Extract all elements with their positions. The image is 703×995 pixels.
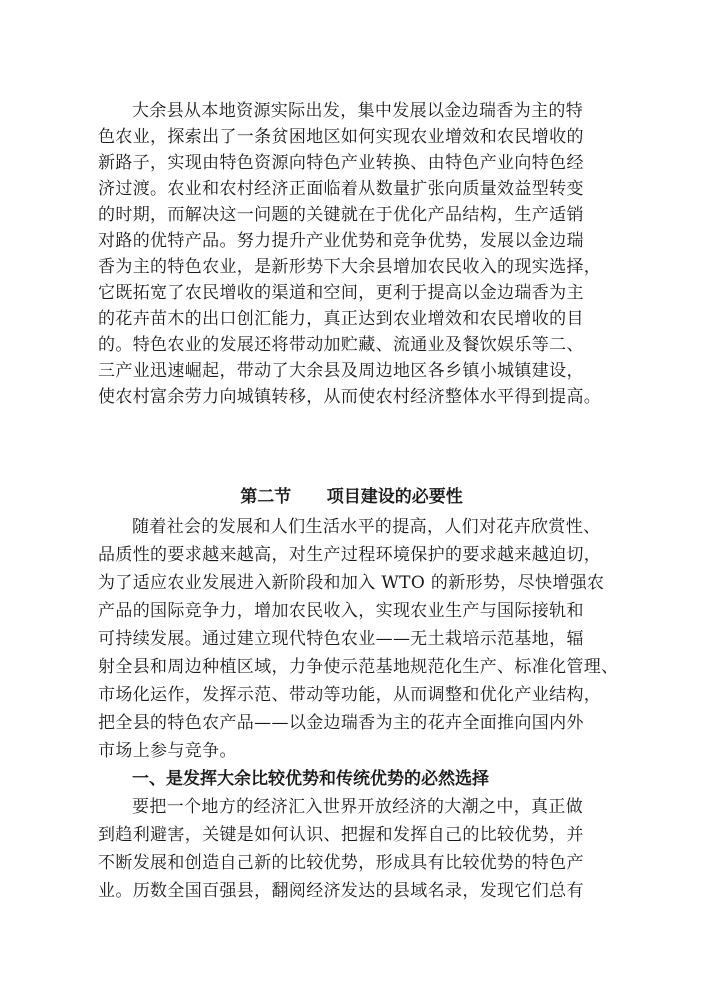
text-line: 大余县从本地资源实际出发，集中发展以金边瑞香为主的特 xyxy=(132,101,584,121)
text-line: 随着社会的发展和人们生活水平的提高，人们对花卉欣赏性、 xyxy=(132,517,601,537)
text-line: 色农业，探索出了一条贫困地区如何实现农业增效和农民增收的 xyxy=(98,127,584,147)
text-line: 的花卉苗木的出口创汇能力，真正达到农业增效和农民增收的目 xyxy=(98,309,584,329)
text-line: 市场上参与竞争。 xyxy=(98,741,237,761)
subheading-1: 一、是发挥大余比较优势和传统优势的必然选择 xyxy=(132,769,489,789)
text-line: 新路子，实现由特色资源向特色产业转换、由特色产业向特色经 xyxy=(98,153,584,173)
text-line: 把全县的特色农产品——以金边瑞香为主的花卉全面推向国内外 xyxy=(98,713,584,733)
text-line: 可持续发展。通过建立现代特色农业——无土栽培示范基地，辐 xyxy=(98,629,584,649)
text-line: 市场化运作，发挥示范、带动等功能，从而调整和优化产业结构， xyxy=(98,685,602,705)
text-line: 要把一个地方的经济汇入世界开放经济的大潮之中，真正做 xyxy=(132,797,584,817)
text-line: 品质性的要求越来越高，对生产过程环境保护的要求越来越迫切， xyxy=(98,545,602,565)
text-line: 使农村富余劳力向城镇转移，从而使农村经济整体水平得到提高。 xyxy=(98,387,602,407)
text-line: 三产业迅速崛起，带动了大余县及周边地区各乡镇小城镇建设， xyxy=(98,361,584,381)
text-line: 到趋利避害，关键是如何认识、把握和发挥自己的比较优势，并 xyxy=(98,825,584,845)
text-line: 产品的国际竞争力，增加农民收入，实现农业生产与国际接轨和 xyxy=(98,601,584,621)
text-line: 济过渡。农业和农村经济正面临着从数量扩张向质量效益型转变 xyxy=(98,179,584,199)
text-line: 它既拓宽了农民增收的渠道和空间，更利于提高以金边瑞香为主 xyxy=(98,283,584,303)
text-line: 不断发展和创造自己新的比较优势，形成具有比较优势的特色产 xyxy=(98,853,584,873)
text-line: 射全县和周边种植区域，力争使示范基地规范化生产、标准化管理、 xyxy=(98,657,619,677)
section-heading: 第二节 项目建设的必要性 xyxy=(240,487,463,507)
text-line: 业。历数全国百强县，翻阅经济发达的县域名录，发现它们总有 xyxy=(98,881,584,901)
text-line: 对路的优特产品。努力提升产业优势和竞争优势，发展以金边瑞 xyxy=(98,231,584,251)
text-line: 的。特色农业的发展还将带动加贮藏、流通业及餐饮娱乐等二、 xyxy=(98,335,584,355)
text-line: 的时期，而解决这一问题的关键就在于优化产品结构，生产适销 xyxy=(98,205,584,225)
text-line: 香为主的特色农业，是新形势下大余县增加农民收入的现实选择， xyxy=(98,257,602,277)
text-line: 为了适应农业发展进入新阶段和加入 WTO 的新形势，尽快增强农 xyxy=(98,573,605,593)
